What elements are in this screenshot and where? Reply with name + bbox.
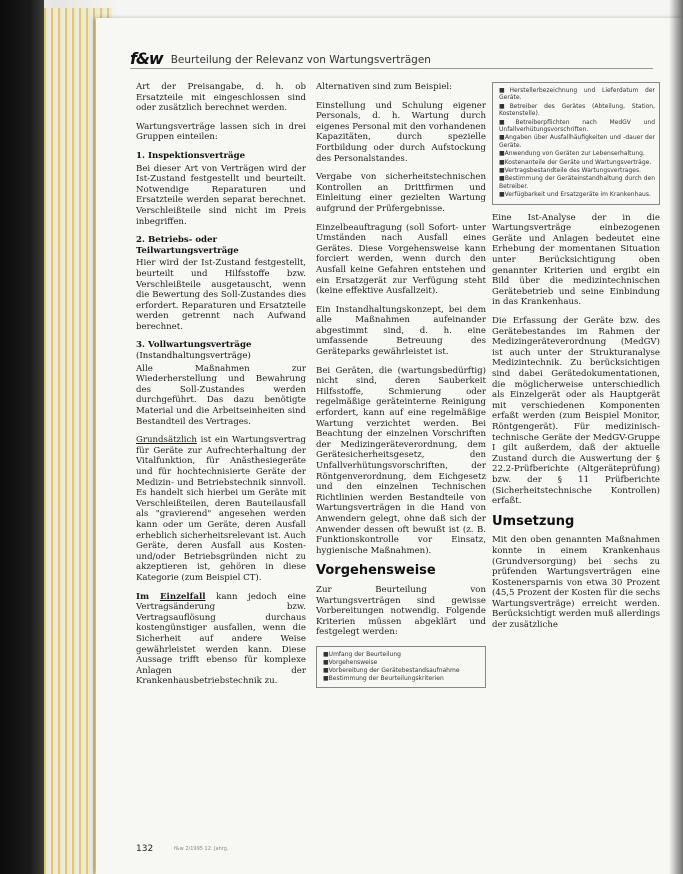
paragraph: Mit den oben genannten Maßnahmen konnte in einem Krankenhaus (Grundversorgung) bei sechs zu prüfenden Wartungsverträgen eine Kostenersparnis von etwa 30 Prozent (45,5 Prozent der Kosten für die sechs Wartungsverträge) erreicht werden. Berücksichtigt werden muß allerdings der zusätzliche (492, 535, 660, 631)
paragraph: Ein Instandhaltungskonzept, bei dem alle Maßnahmen aufeinander abgestimmt sind, d. h. eine umfassende Betreuung des Geräteparks gewährleistet ist. (316, 304, 486, 358)
checklist-item: ■ Vertragsbestandteile des Wartungsvertrages. (499, 167, 655, 174)
page-header (130, 46, 653, 69)
subheading: 1. Inspektionsverträge (136, 150, 246, 161)
column-1 (136, 82, 306, 695)
footer-reference: f&w 2/1995 12. Jahrg. (174, 846, 229, 852)
book-binding-edge (0, 0, 44, 874)
paragraph: Bei dieser Art von Verträgen wird der Ist-Zustand festgestellt und beurteilt. Notwendige Reparaturen und Ersatzteile werden separat berechnet. Verschleißteile sind nicht im Preis inbegriffen. (136, 163, 306, 227)
criteria-item: ■ Vorgehensweise (323, 659, 479, 667)
checklist-item: ■ Betreiber des Gerätes (Abteilung, Station, Kostenstelle). (499, 103, 655, 118)
section-heading-umsetzung: Umsetzung (492, 513, 575, 529)
journal-logo: f&w (130, 49, 163, 68)
criteria-item: ■ Umfang der Beurteilung (323, 651, 479, 659)
right-shadow (669, 0, 683, 874)
paragraph: Grundsätzlich ist ein Wartungsvertrag für Geräte zur Aufrechterhaltung der Vitalfunktion, für Anästhesiegeräte und für hochtechnisierte Geräte der Medizin- und Betriebstechnik sinnvoll. Es handelt sich hierbei um Geräte mit Verschleißteilen, deren Bauteilausfall als "gravierend" angesehen werden kann oder um Geräte, deren Ausfall erheblich sicherheitsrelevant ist. Auch Geräte, deren Ausfall aus Kosten- und/oder Betriebsgründen nicht zu akzeptieren ist, gehören in diese Kategorie (zum Beispiel CT). (136, 435, 306, 583)
checklist-item: ■ Bestimmung der Geräteinstandhaltung durch den Betreiber. (499, 175, 655, 190)
checklist-item: ■ Verfügbarkeit und Ersatzgeräte im Krankenhaus. (499, 191, 655, 198)
criteria-item: ■ Vorbereitung der Gerätebestandsaufnahme (323, 667, 479, 675)
subheading: 3. Vollwartungsverträge (Instandhaltungsverträge) (136, 340, 252, 362)
paragraph: Eine Ist-Analyse der in die Wartungsverträge einbezogenen Geräte und Anlagen bedeutet eine Erhebung der momentanen Situation unter Berücksichtigung oben genannter Kriterien und ergibt ein Bild über die medizintechnischen Gerätebetrieb und seine Einbindung in das Krankenhaus. (492, 212, 660, 308)
section-heading-vorgehensweise: Vorgehensweise (316, 563, 436, 579)
running-title: Beurteilung der Relevanz von Wartungsverträgen (170, 54, 431, 66)
checklist-item: ■ Herstellerbezeichnung und Lieferdatum der Geräte. (499, 87, 655, 102)
paragraph: Bei Geräten, die (wartungsbedürftig) nicht sind, deren Sauberkeit Hilfsstoffe, Schmierung oder regelmäßige geräteinterne Reinigung erfordert, kann auf eine regelmäßige Wartung verzichtet werden. Bei Beachtung der einzelnen Vorschriften der Medizingeräteverordnung, dem Gerätesicherheitsgesetz, den Unfallverhütungsvorschriften, der Röntgenverordnung, dem Eichgesetz und den einzelnen Technischen Richtlinien werden Bestandteile von Wartungsverträgen in die Hand von Anwendern gelegt, ohne daß sich der Anwender dessen oft bewußt ist (z. B. Funktionskontrolle vor Einsatz, hygienische Maßnahmen). (316, 365, 486, 556)
paragraph: Vergabe von sicherheitstechnischen Kontrollen an Drittfirmen und Einleitung einer gezielten Wartung aufgrund der Prüfergebnisse. (316, 172, 486, 214)
paragraph: Einzelbeauftragung (soll Sofort- unter Umständen nach Ausfall eines Gerätes. Diese Vorgehensweise kann forciert werden, wenn durch den Ausfall keine Gefahren entstehen und ein Ersatzgerät zur Verfügung steht (keine effektive Ausfallzeit). (316, 222, 486, 297)
paragraph: Im Einzelfall kann jedoch eine Vertragsänderung bzw. Vertragsauflösung durchaus kostengünstiger ausfallen, wenn die Sicherheit auf andere Weise gewährleistet werden kann. Diese Aussage trifft ebenso für komplexe Anlagen der Krankenhausbetriebstechnik zu. (136, 591, 306, 687)
criteria-item: ■ Bestimmung der Beurteilungskriterien (323, 675, 479, 683)
paragraph: Alle Maßnahmen zur Wiederherstellung und Bewahrung des Soll-Zustandes werden durchgeführt. Das dazu benötigte Material und die Arbeitseinheiten sind Bestandteil des Vertrages. (136, 363, 306, 427)
paragraph: Einstellung und Schulung eigener Personals, d. h. Wartung durch eigenes Personal mit den vorhandenen Kapazitäten, durch spezielle Fortbildung oder durch Aufstockung des Personalstandes. (316, 100, 486, 164)
column-2 (316, 82, 486, 688)
paragraph: Die Erfassung der Geräte bzw. des Gerätebestandes im Rahmen der Medizingeräteverordnung (MedGV) ist auch unter der Strukturanalyse Medizintechnik. Zu berücksichtigen sind dabei Gerätedokumentationen, die möglicherweise unterschiedlich als Einzelgerät oder als Hauptgerät mit verschiedenen Komponenten erfaßt werden (zum Beispiel Monitor, Röntgengerät). Für medizinisch-technische Geräte der MedGV-Gruppe I gilt außerdem, daß der aktuelle Zustand durch die Auswertung der § 22.2-Prüfberichte (Altgeräteprüfung) bzw. der § 11 Prüfberichte (Sicherheitstechnische Kontrollen) erfaßt. (492, 316, 660, 507)
paragraph: Hier wird der Ist-Zustand festgestellt, beurteilt und Hilfsstoffe bzw. Verschleißteile ausgetauscht, wenn die Bewertung des Soll-Zustandes dies erfordert. Reparaturen und Ersatzteile werden getrennt nach Aufwand berechnet. (136, 258, 306, 332)
article-page (96, 18, 683, 874)
column-3 (492, 82, 660, 639)
paragraph: Art der Preisangabe, d. h. ob Ersatzteile mit eingeschlossen sind oder zusätzlich berechnet werden. (136, 82, 306, 114)
subheading: 2. Betriebs- oder Teilwartungsverträge (136, 235, 239, 256)
checklist-item: ■ Kostenanteile der Geräte und Wartungsverträge. (499, 159, 655, 166)
checklist-item: ■ Anwendung von Geräten zur Lebenserhaltung. (499, 150, 655, 157)
paragraph: Alternativen sind zum Beispiel: (316, 82, 453, 92)
page-number: 132 (136, 844, 154, 854)
paragraph: Wartungsverträge lassen sich in drei Gruppen einteilen: (136, 121, 306, 143)
checklist-box (492, 82, 660, 205)
criteria-box (316, 646, 486, 688)
checklist-item: ■ Angaben über Ausfallhäufigkeiten und -dauer der Geräte. (499, 134, 655, 149)
checklist-item: ■ Betreiberpflichten nach MedGV und Unfallverhütungsvorschriften. (499, 119, 655, 134)
paragraph: Zur Beurteilung von Wartungsverträgen sind gewisse Vorbereitungen notwendig. Folgende Kriterien müssen abgeklärt und festgelegt werden: (316, 584, 486, 638)
